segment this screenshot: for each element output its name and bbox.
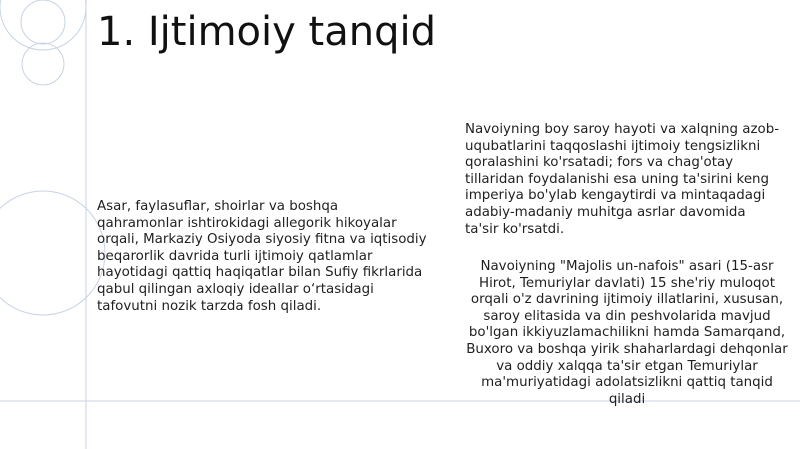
right-paragraph-top: Navoiyning boy saroy hayoti va xalqning azob-uqubatlarini taqqoslashi ijtimoiy tengsizlikni qoralashini ko'rsatadi; fors va chag'otay tillaridan foydalanishi esa uning ta'sirini keng imperiya bo'ylab kengaytirdi va mintaqadagi adabiy-madaniy muhitga asrlar davomida ta'sir ko'rsatdi. <box>465 122 780 237</box>
right-paragraph-bottom: Navoiyning "Majolis un-nafois" asari (15-asr Hirot, Temuriylar davlati) 15 she'riy muloqot orqali o'z davrining ijtimoiy illatlarini, xususan, saroy elitasida va din peshvolarida mavjud bo'lgan ikkiyuzlamachilikni hamda Samarqand, Buxoro va boshqa yirik shaharlardagi dehqonlar va oddiy xalqqa ta'sir etgan Temuriylar ma'muriyatidagi adolatsizlikni qattiq tanqid qiladi <box>466 259 788 407</box>
large-lower-circle <box>0 191 105 315</box>
slide-title: 1. Ijtimoiy tanqid <box>97 9 436 55</box>
left-paragraph: Asar, faylasuflar, shoirlar va boshqa qahramonlar ishtirokidagi allegorik hikoyalar orqali, Markaziy Osiyoda siyosiy fitna va iqtisodiy beqarorlik davrida turli ijtimoiy qatlamlar hayotidagi qattiq haqiqatlar bilan Sufiy fikrlarida qabul qilingan axloqiy ideallar o‘rtasidagi tafovutni nozik tarzda fosh qiladi. <box>97 199 427 314</box>
small-circle <box>22 43 64 85</box>
top-inner-circle <box>21 0 65 44</box>
